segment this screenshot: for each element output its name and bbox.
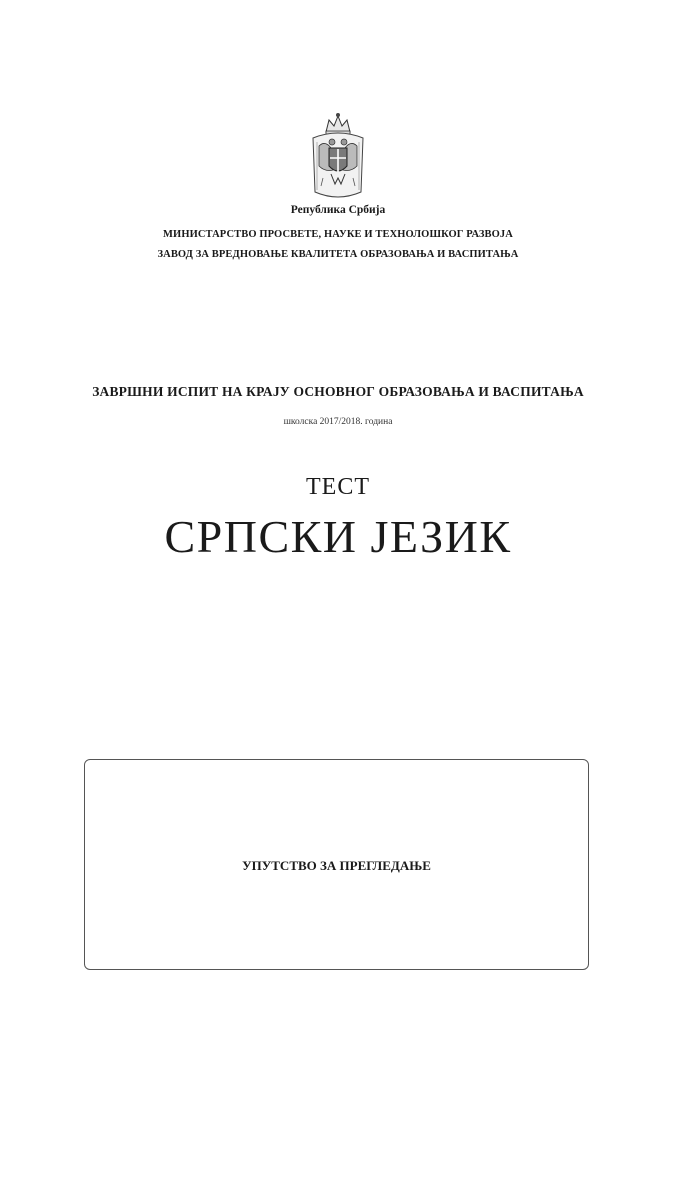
instruction-box-text: УПУТСТВО ЗА ПРЕГЛЕДАЊЕ (242, 858, 431, 873)
republic-name: Република Србија (290, 204, 386, 216)
test-label: ТЕСТ (306, 474, 370, 500)
school-year: школска 2017/2018. година (283, 417, 393, 427)
ministry-name: МИНИСТАРСТВО ПРОСВЕТЕ, НАУКЕ И ТЕХНОЛОШКОГ РАЗВОЈА (163, 229, 513, 240)
serbian-coat-of-arms-icon (309, 112, 367, 202)
exam-title: ЗАВРШНИ ИСПИТ НА КРАЈУ ОСНОВНОГ ОБРАЗОВАЊА И ВАСПИТАЊА (92, 384, 584, 399)
institute-name: ЗАВОД ЗА ВРЕДНОВАЊЕ КВАЛИТЕТА ОБРАЗОВАЊА И ВАСПИТАЊА (157, 249, 519, 260)
instruction-box (84, 759, 589, 970)
subject-title: СРПСКИ ЈЕЗИК (164, 511, 512, 562)
